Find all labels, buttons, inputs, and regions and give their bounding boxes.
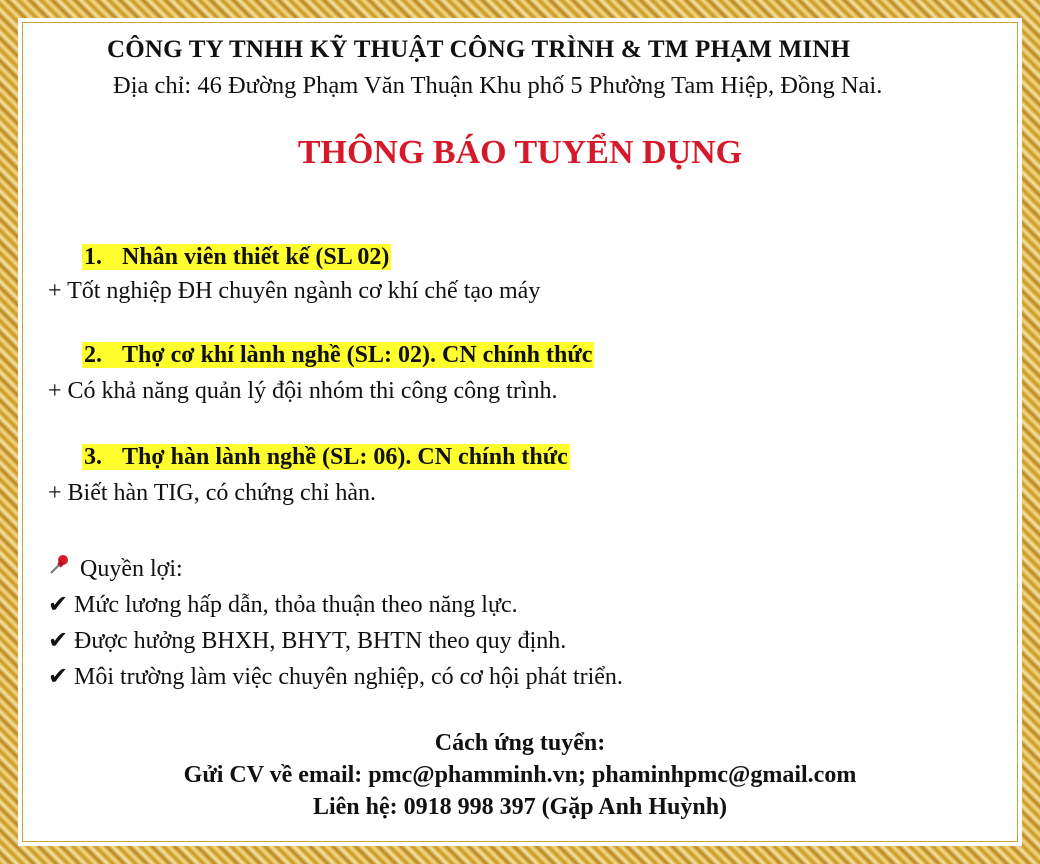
company-address: Địa chỉ: 46 Đường Phạm Văn Thuận Khu phố 5 Phường Tam Hiệp, Đồng Nai. <box>113 72 883 99</box>
company-name: CÔNG TY TNHH KỸ THUẬT CÔNG TRÌNH & TM PHẠM MINH <box>107 36 851 63</box>
apply-contact-line: Liên hệ: 0918 998 397 (Gặp Anh Huỳnh) <box>312 794 728 820</box>
apply-email-line: Gửi CV về email: pmc@phamminh.vn; phaminhpmc@gmail.com <box>183 762 857 788</box>
benefit-text: Được hưởng BHXH, BHYT, BHTN theo quy định. <box>74 628 567 654</box>
checkmark-icon: ✔ <box>48 664 69 690</box>
job-1-requirement: + Tốt nghiệp ĐH chuyên ngành cơ khí chế tạo máy <box>48 278 541 304</box>
apply-heading: Cách ứng tuyển: <box>434 730 606 756</box>
job-2-highlight <box>82 342 594 368</box>
benefit-item <box>48 590 518 619</box>
job-2-title <box>82 342 594 369</box>
job-1-number: 1. <box>84 244 102 270</box>
checkmark-icon: ✔ <box>48 592 69 618</box>
job-3-requirement: + Biết hàn TIG, có chứng chỉ hàn. <box>48 480 377 506</box>
job-3-title-text: Thợ hàn lành nghề (SL: 06). CN chính thức <box>122 444 568 470</box>
job-3-highlight <box>82 444 570 470</box>
notice-title: THÔNG BÁO TUYỂN DỤNG <box>297 134 743 171</box>
benefits-heading <box>48 552 183 583</box>
pushpin-icon <box>48 552 80 582</box>
job-3-title <box>82 444 570 471</box>
benefits-label: Quyền lợi: <box>80 556 183 582</box>
job-1-title <box>82 244 391 271</box>
job-2-title-text: Thợ cơ khí lành nghề (SL: 02). CN chính thức <box>122 342 593 368</box>
job-2-requirement: + Có khả năng quản lý đội nhóm thi công công trình. <box>48 378 558 404</box>
job-1-title-text: Nhân viên thiết kế (SL 02) <box>122 244 390 270</box>
job-2-number: 2. <box>84 342 102 368</box>
benefit-item <box>48 662 623 691</box>
checkmark-icon: ✔ <box>48 628 69 654</box>
benefit-item <box>48 626 566 655</box>
benefit-text: Môi trường làm việc chuyên nghiệp, có cơ hội phát triển. <box>74 664 623 690</box>
job-1-highlight <box>82 244 391 270</box>
job-3-number: 3. <box>84 444 102 470</box>
benefit-text: Mức lương hấp dẫn, thỏa thuận theo năng lực. <box>74 592 518 618</box>
